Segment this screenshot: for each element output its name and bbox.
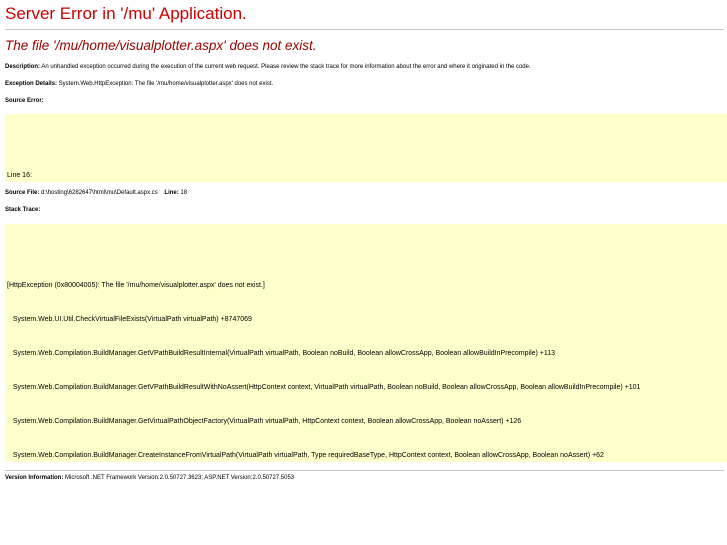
stack-line [5, 247, 727, 258]
stack-line: System.Web.Compilation.BuildManager.GetVPathBuildResultWithNoAssert(HttpContext context, VirtualPath virtualPath, Boolean noBuild, Boolean allowCrossApp, Boolean allowBuildInPrecompile) +101 [7, 384, 641, 392]
description-text: An unhandled exception occurred during the execution of the current web request. Please review the stack trace for more information about the error and where it originated in the code. [40, 64, 531, 70]
stack-line: System.Web.Compilation.BuildManager.GetVirtualPathObjectFactory(VirtualPath virtualPath, HttpContext context, Boolean allowCrossApp, Boolean noAssert) +126 [7, 418, 522, 426]
source-file-path: d:\hosting\6282647\html\mu\Default.aspx.cs [39, 190, 158, 196]
source-line-number: 18 [178, 190, 188, 196]
stack-trace-label: Stack Trace: [5, 207, 41, 213]
source-error-box [5, 114, 727, 182]
source-line [5, 137, 727, 148]
stack-trace-heading [5, 206, 40, 214]
description-label: Description: [5, 64, 41, 70]
source-error-label: Source Error: [5, 98, 44, 104]
stack-line: System.Web.Compilation.BuildManager.GetVPathBuildResultInternal(VirtualPath virtualPath, Boolean noBuild, Boolean allowCrossApp, Boolean allowBuildInPrecompile) +113 [7, 350, 556, 358]
version-info-section [5, 474, 294, 482]
title-divider [5, 29, 724, 30]
stack-line: System.Web.UI.Util.CheckVirtualFileExists(VirtualPath virtualPath) +8747069 [7, 316, 252, 324]
source-file-section [5, 189, 187, 197]
description-section [5, 63, 531, 71]
exception-details-section [5, 80, 273, 88]
source-line-label: Line: [164, 190, 179, 196]
stack-line: System.Web.Compilation.BuildManager.CreateInstanceFromVirtualPath(VirtualPath virtualPath, Type requiredBaseType, HttpContext context, Boolean allowCrossApp, Boolean noAssert) +62 [7, 451, 604, 459]
error-subtitle: The file '/mu/home/visualplotter.aspx' does not exist. [5, 38, 317, 53]
exception-details-label: Exception Details: [5, 81, 58, 87]
exception-details-text: System.Web.HttpException: The file '/mu/home/visualplotter.aspx' does not exist. [57, 81, 274, 87]
version-info-text: Microsoft .NET Framework Version:2.0.50727.3623; ASP.NET Version:2.0.50727.5053 [63, 475, 295, 481]
page-title: Server Error in '/mu' Application. [5, 4, 247, 23]
source-error-heading [5, 97, 44, 105]
source-line: Line 16: [7, 172, 32, 180]
source-file-label: Source File: [5, 190, 40, 196]
stack-line: [HttpException (0x80004005): The file '/mu/home/visualplotter.aspx' does not exist.] [7, 282, 265, 290]
version-info-label: Version Information: [5, 475, 64, 481]
footer-divider [5, 470, 724, 471]
stack-trace-box [5, 224, 727, 462]
